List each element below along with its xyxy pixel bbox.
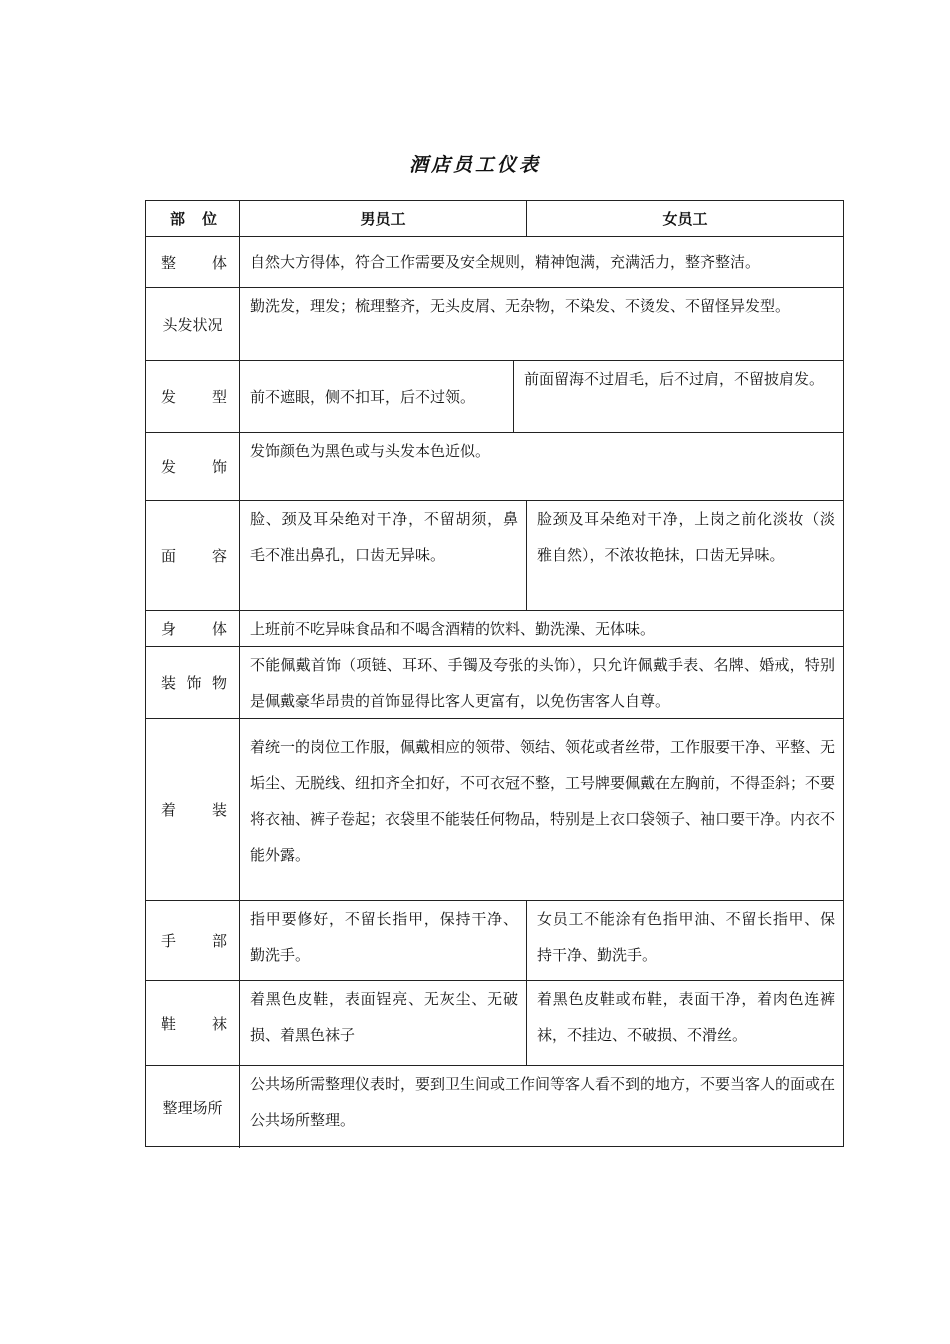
row-text: 着统一的岗位工作服，佩戴相应的领带、领结、领花或者丝带，工作服要干净、平整、无垢尘、无脱线、纽扣齐全扣好，不可衣冠不整，工号牌要佩戴在左胸前，不得歪斜；不要将衣袖、裤子卷起；衣袋里不能装任何物品，特别是上衣口袋领子、袖口要干净。内衣不能外露。	[250, 738, 836, 864]
row-text: 勤洗发，理发；梳理整齐，无头皮屑、无杂物，不染发、不烫发、不留怪异发型。	[250, 297, 791, 315]
row-label: 整理场所	[146, 1066, 240, 1148]
row-label: 发 型	[146, 361, 240, 432]
table-header-row	[146, 201, 843, 237]
row-grooming-place	[146, 1066, 843, 1148]
row-label: 装 饰 物	[146, 647, 240, 718]
row-male: 前不遮眼，侧不扣耳，后不过领。	[250, 387, 476, 406]
header-male: 男员工	[360, 209, 406, 228]
page-title: 酒店员工仪表	[408, 154, 541, 176]
row-text: 上班前不吃异味食品和不喝含酒精的饮料、勤洗澡、无体味。	[250, 619, 656, 638]
row-label: 着 装	[146, 719, 240, 900]
row-label: 整 体	[146, 237, 240, 287]
row-female: 脸颈及耳朵绝对干净，上岗之前化淡妆（淡雅自然），不浓妆艳抹，口齿无异味。	[526, 501, 843, 610]
row-body	[146, 611, 843, 647]
row-text: 不能佩戴首饰（项链、耳环、手镯及夸张的头饰），只允许佩戴手表、名牌、婚戒，特别是佩戴豪华昂贵的首饰显得比客人更富有，以免伤害客人自尊。	[250, 656, 835, 710]
row-text: 发饰颜色为黑色或与头发本色近似。	[250, 442, 491, 460]
row-label: 头发状况	[146, 288, 240, 360]
grooming-standards-table	[145, 200, 844, 1147]
row-attire	[146, 719, 843, 901]
row-male: 脸、颈及耳朵绝对干净，不留胡须，鼻毛不准出鼻孔，口齿无异味。	[250, 510, 518, 564]
row-label: 鞋 袜	[146, 981, 240, 1065]
row-hair-accessory	[146, 433, 843, 501]
row-label: 发 饰	[146, 433, 240, 500]
row-male: 着黑色皮鞋，表面锃亮、无灰尘、无破损、着黑色袜子	[250, 990, 518, 1044]
row-text: 自然大方得体，符合工作需要及安全规则，精神饱满，充满活力，整齐整洁。	[250, 253, 761, 271]
row-label: 面 容	[146, 501, 240, 610]
header-part: 部 位	[146, 201, 240, 236]
row-shoes	[146, 981, 843, 1066]
row-female: 女员工不能涂有色指甲油、不留长指甲、保持干净、勤洗手。	[526, 901, 843, 980]
row-hands	[146, 901, 843, 981]
row-accessories	[146, 647, 843, 719]
row-hairstyle	[146, 361, 843, 433]
row-label: 身 体	[146, 611, 240, 646]
row-female: 着黑色皮鞋或布鞋，表面干净，着肉色连裤袜，不挂边、不破损、不滑丝。	[526, 981, 843, 1065]
row-label: 手 部	[146, 901, 240, 980]
row-hair-condition	[146, 288, 843, 361]
row-overall	[146, 237, 843, 288]
row-female: 前面留海不过眉毛，后不过肩，不留披肩发。	[513, 361, 843, 432]
row-face	[146, 501, 843, 611]
row-text: 公共场所需整理仪表时，要到卫生间或工作间等客人看不到的地方，不要当客人的面或在公共场所整理。	[250, 1075, 836, 1129]
header-female: 女员工	[526, 201, 843, 236]
row-male: 指甲要修好，不留长指甲，保持干净、勤洗手。	[250, 910, 518, 964]
